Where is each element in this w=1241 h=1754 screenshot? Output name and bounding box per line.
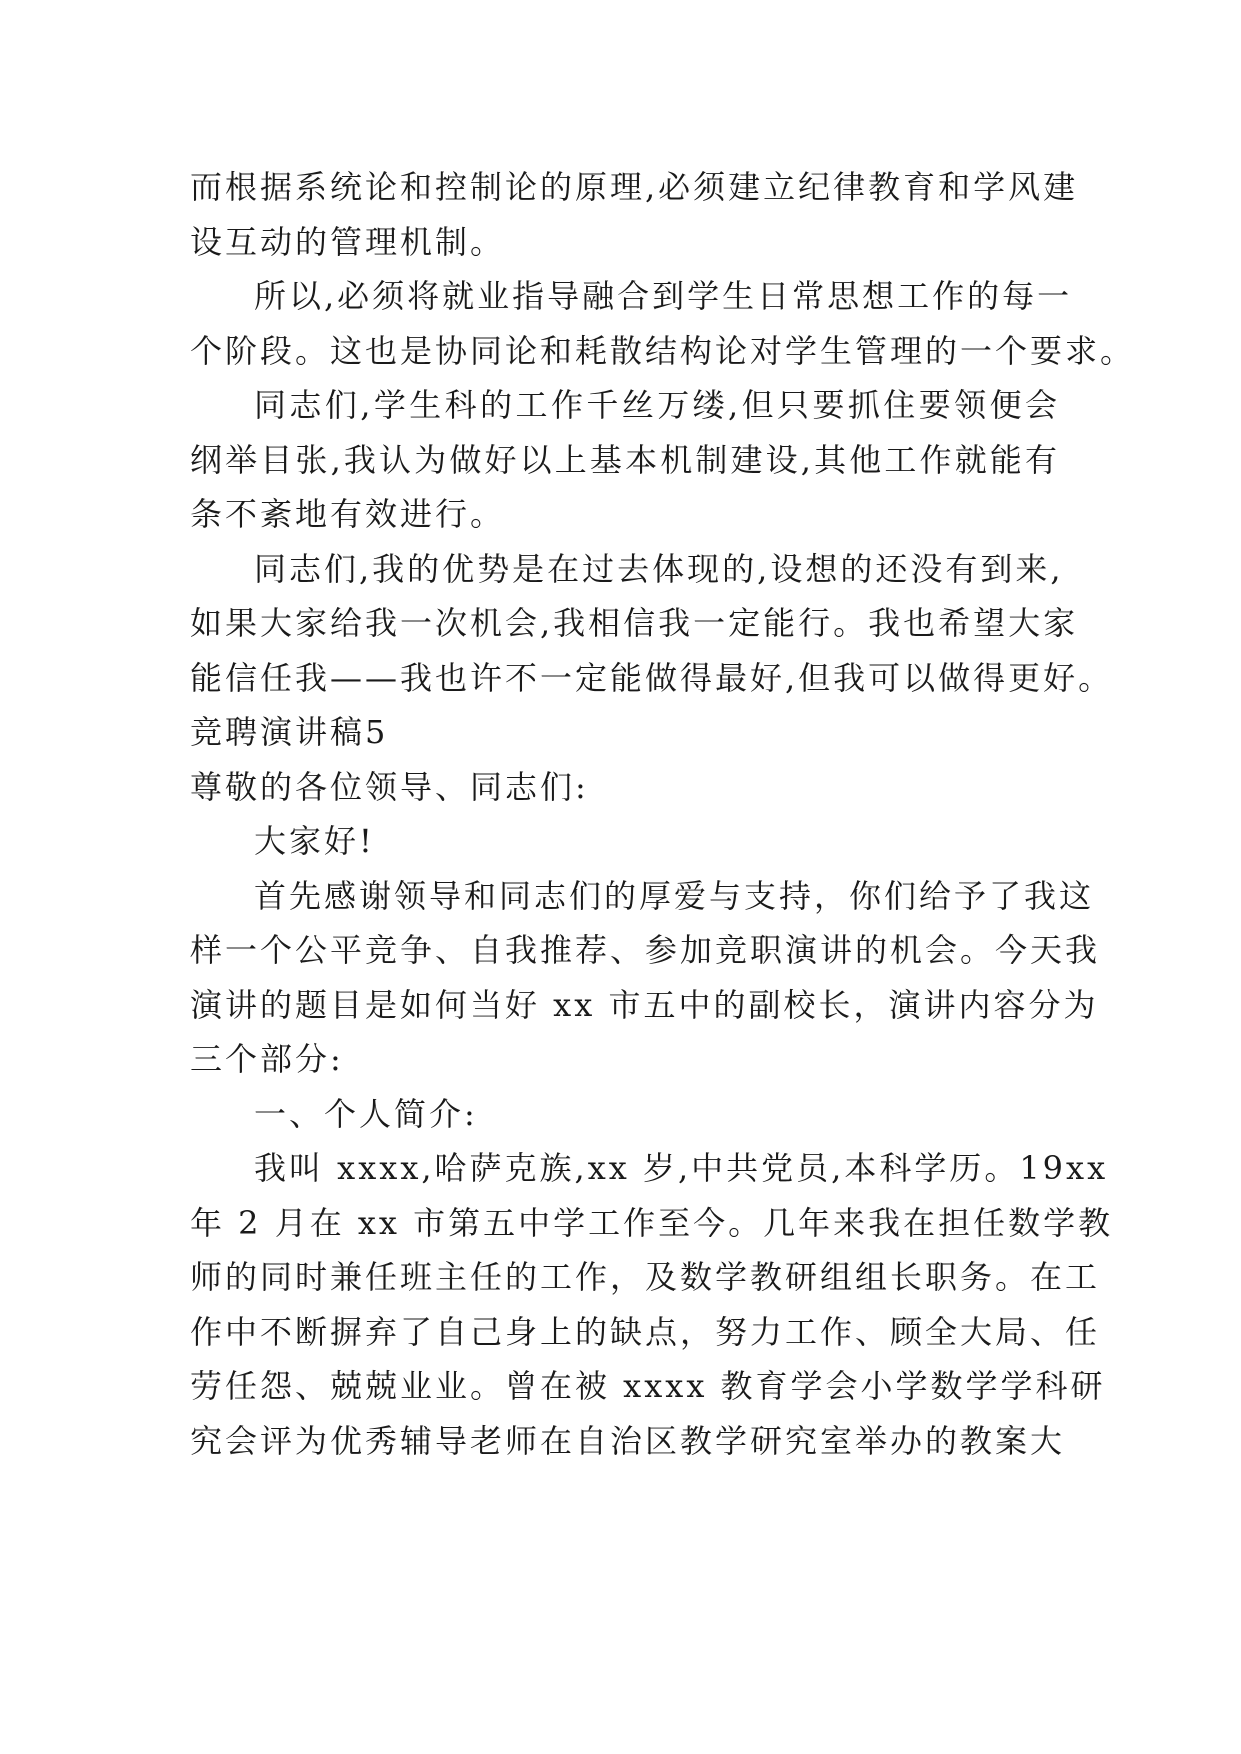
section-heading [190, 705, 1060, 760]
line-text: 劳任怨、兢兢业业。曾在被 xxxx 教育学会小学数学学科研 [190, 1367, 1106, 1405]
text-line [190, 269, 1073, 324]
line-text: 样一个公平竞争、自我推荐、参加竞职演讲的机会。今天我 [190, 931, 1101, 969]
text-line [190, 1359, 1106, 1414]
line-text: 究会评为优秀辅导老师在自治区教学研究室举办的教案大 [190, 1421, 1066, 1460]
greeting-text: 大家好! [254, 822, 375, 860]
line-text: 年 2 月在 xx 市第五中学工作至今。几年来我在担任数学教 [190, 1203, 1114, 1242]
line-text: 纲举目张,我认为做好以上基本机制建设,其他工作就能有 [190, 440, 1060, 479]
line-text: 条不紊地有效进行。 [190, 495, 506, 533]
greeting [190, 814, 1060, 869]
line-text: 我叫 xxxx,哈萨克族,xx 岁,中共党员,本科学历。19xx [254, 1149, 1109, 1187]
line-text: 作中不断摒弃了自己身上的缺点，努力工作、顾全大局、任 [190, 1312, 1101, 1351]
subsection-heading [190, 1087, 1060, 1142]
text-line [190, 487, 1060, 542]
line-text: 师的同时兼任班主任的工作，及数学教研组组长职务。在工 [190, 1258, 1101, 1296]
text-line [190, 923, 1101, 978]
text-line [190, 160, 1079, 215]
line-text: 演讲的题目是如何当好 xx 市五中的副校长，演讲内容分为 [190, 985, 1099, 1024]
text-line [190, 542, 1064, 597]
text-line [190, 215, 1060, 270]
line-text: 同志们,我的优势是在过去体现的,设想的还没有到来, [254, 549, 1064, 588]
text-line [190, 1250, 1101, 1305]
text-line [190, 1305, 1101, 1360]
line-text: 三个部分: [190, 1040, 344, 1078]
line-text: 同志们,学生科的工作千丝万缕,但只要抓住要领便会 [254, 386, 1060, 424]
text-line [190, 433, 1060, 488]
line-text: 设互动的管理机制。 [190, 222, 506, 261]
line-text: 所以,必须将就业指导融合到学生日常思想工作的每一 [254, 277, 1073, 315]
text-line [190, 324, 1136, 379]
text-line [190, 1196, 1114, 1251]
line-text: 个阶段。这也是协同论和耗散结构论对学生管理的一个要求。 [190, 331, 1136, 370]
text-line [190, 378, 1060, 433]
text-line [190, 1141, 1109, 1196]
document-body [190, 160, 1136, 1468]
subsection-text: 一、个人简介: [254, 1094, 478, 1133]
line-text: 如果大家给我一次机会,我相信我一定能行。我也希望大家 [190, 604, 1079, 642]
text-line [190, 978, 1099, 1033]
text-line [190, 651, 1114, 706]
text-line [190, 869, 1095, 924]
heading-text: 竞聘演讲稿5 [190, 713, 389, 751]
text-line [190, 1414, 1066, 1469]
line-text: 而根据系统论和控制论的原理,必须建立纪律教育和学风建 [190, 168, 1079, 206]
text-line [190, 1032, 1060, 1087]
salutation-text: 尊敬的各位领导、同志们: [190, 767, 589, 806]
line-text: 首先感谢领导和同志们的厚爱与支持，你们给予了我这 [254, 876, 1095, 915]
salutation [190, 760, 1060, 815]
line-text: 能信任我——我也许不一定能做得最好,但我可以做得更好。 [190, 658, 1114, 697]
text-line [190, 596, 1079, 651]
